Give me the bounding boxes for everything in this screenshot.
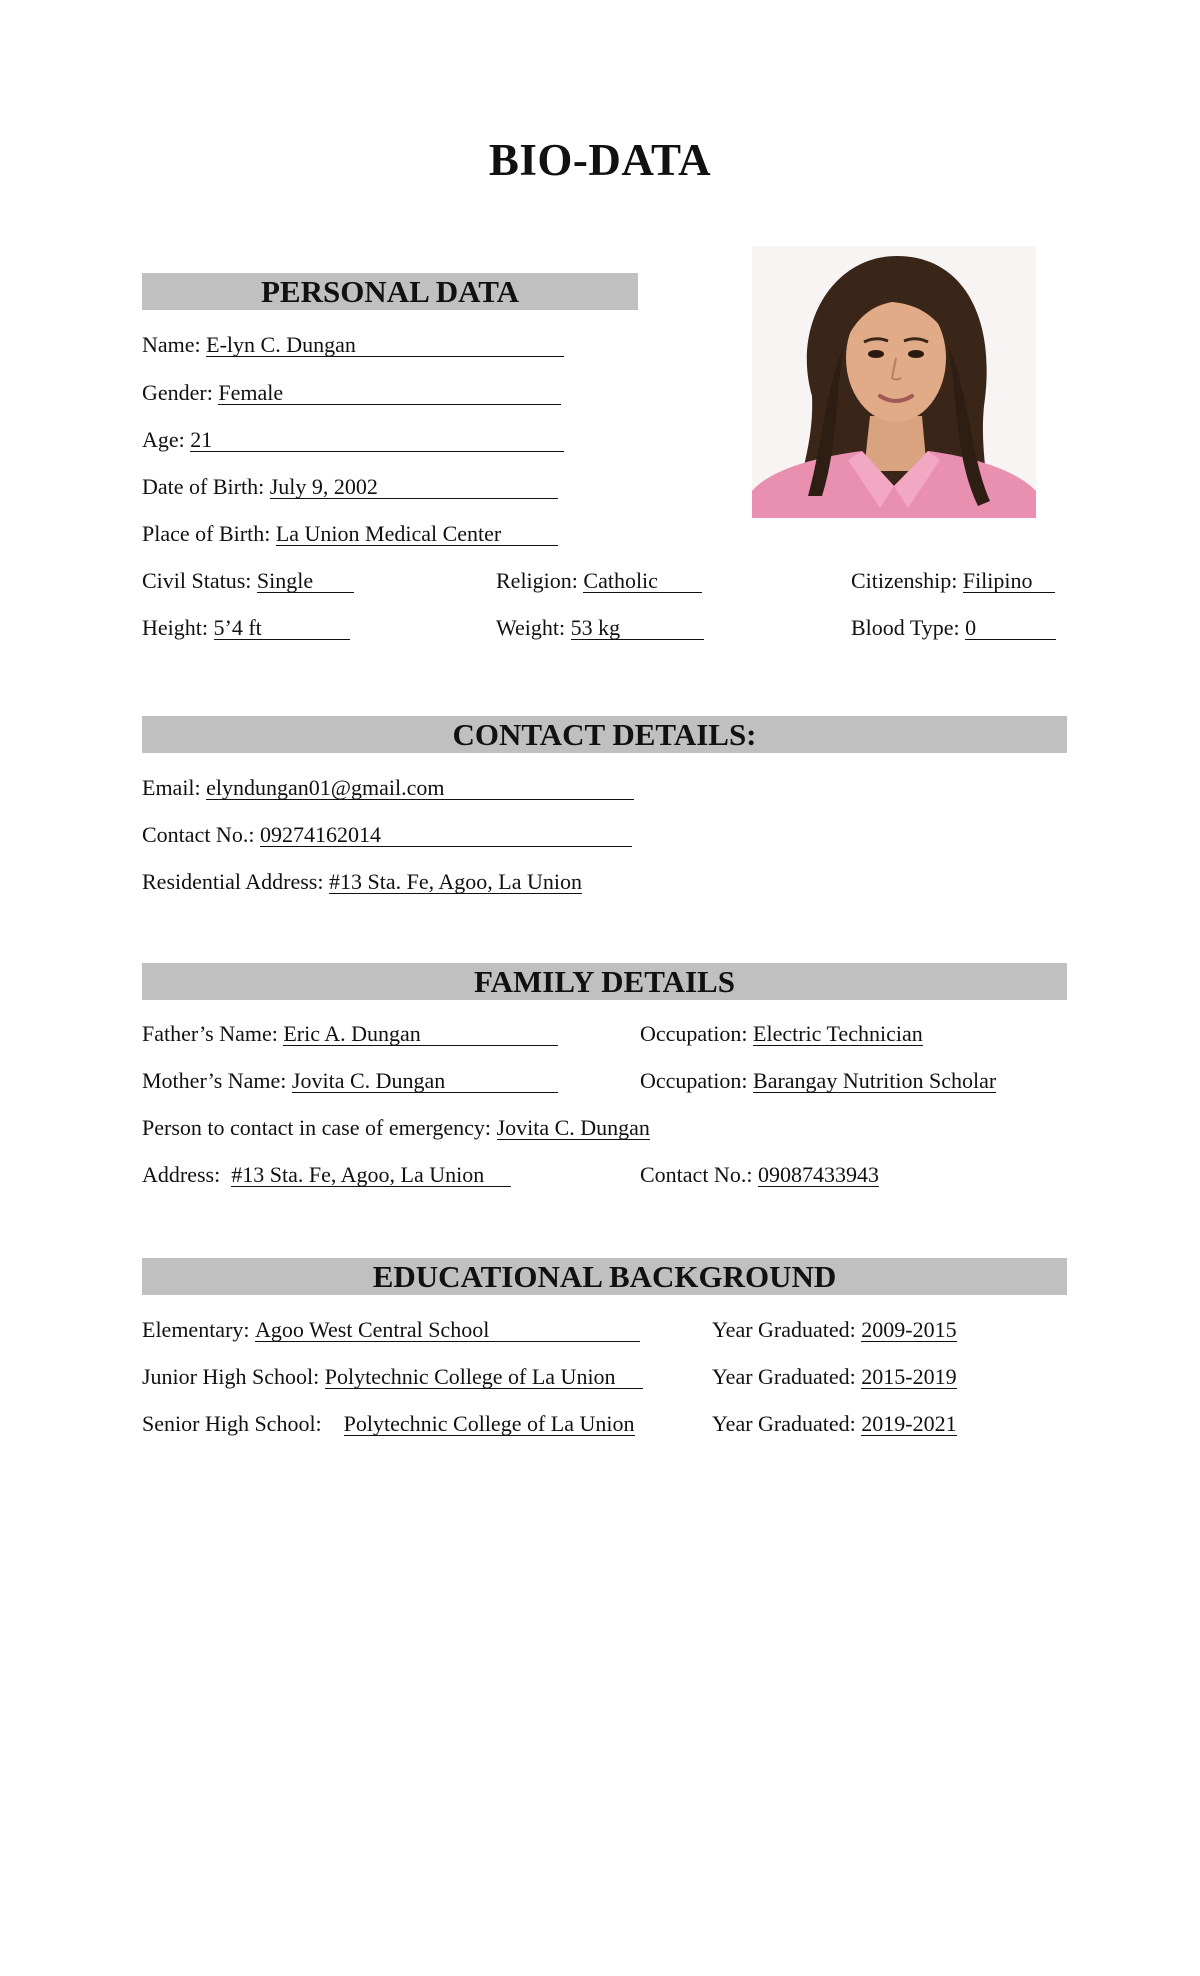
weight-label: Weight: [496,615,566,640]
civil-status-value: Single [257,570,354,593]
page-title: BIO-DATA [488,135,712,185]
name-label: Name: [142,332,201,357]
family-address-label: Address: [142,1162,221,1187]
elementary-year-value: 2009-2015 [861,1317,957,1342]
height-value: 5’4 ft [214,617,350,640]
gender-value: Female [218,382,561,405]
age-row [142,427,564,453]
citizenship-value: Filipino [963,570,1055,593]
email-value: elyndungan01@gmail.com [206,777,634,800]
emergency-contact-row [142,1115,650,1141]
email-label: Email: [142,775,201,800]
elementary-year-row [712,1317,957,1343]
emergency-contact-label: Person to contact in case of emergency: [142,1115,492,1140]
portrait-illustration [752,246,1036,518]
name-row [142,332,564,358]
pob-row [142,521,558,547]
weight-value: 53 kg [571,617,704,640]
elementary-row [142,1317,640,1343]
educational-background-header: EDUCATIONAL BACKGROUND [142,1258,1067,1295]
father-name-value: Eric A. Dungan [283,1023,558,1046]
junior-high-year-row [712,1364,957,1390]
pob-label: Place of Birth: [142,521,271,546]
mother-name-value: Jovita C. Dungan [292,1070,558,1093]
weight-row [496,615,704,641]
blood-type-row [851,615,1056,641]
gender-row [142,380,561,406]
junior-high-row [142,1364,643,1390]
family-address-value: #13 Sta. Fe, Agoo, La Union [231,1164,511,1187]
religion-label: Religion: [496,568,578,593]
elementary-value: Agoo West Central School [255,1319,640,1342]
father-occupation-label: Occupation: [640,1021,748,1046]
junior-high-year-label: Year Graduated: [712,1364,856,1389]
father-occupation-row [640,1021,923,1047]
gender-label: Gender: [142,380,213,405]
junior-high-label: Junior High School: [142,1364,320,1389]
residential-address-value: #13 Sta. Fe, Agoo, La Union [328,869,582,894]
senior-high-year-label: Year Graduated: [712,1411,856,1436]
height-label: Height: [142,615,208,640]
profile-photo [752,246,1036,518]
height-row [142,615,350,641]
residential-address-label: Residential Address: [142,869,324,894]
father-occupation-value: Electric Technician [753,1021,923,1046]
email-row [142,775,634,801]
senior-high-label: Senior High School: [142,1411,322,1436]
citizenship-label: Citizenship: [851,568,958,593]
senior-high-year-row [712,1411,957,1437]
personal-data-header: PERSONAL DATA [142,273,638,310]
mother-occupation-label: Occupation: [640,1068,748,1093]
junior-high-value: Polytechnic College of La Union [325,1366,643,1389]
age-label: Age: [142,427,185,452]
contact-details-header: CONTACT DETAILS: [142,716,1067,753]
civil-status-label: Civil Status: [142,568,252,593]
citizenship-row [851,568,1055,594]
family-address-row [142,1162,511,1188]
junior-high-year-value: 2015-2019 [861,1364,957,1389]
family-details-header: FAMILY DETAILS [142,963,1067,1000]
religion-value: Catholic [583,570,702,593]
name-value: E-lyn C. Dungan [206,334,564,357]
mother-occupation-value: Barangay Nutrition Scholar [753,1068,997,1093]
dob-row [142,474,558,500]
elementary-year-label: Year Graduated: [712,1317,856,1342]
senior-high-year-value: 2019-2021 [861,1411,957,1436]
age-value: 21 [190,429,564,452]
senior-high-row [142,1411,635,1437]
father-name-row [142,1021,558,1047]
blood-type-value: 0 [965,617,1056,640]
elementary-label: Elementary: [142,1317,250,1342]
residential-address-row [142,869,582,895]
dob-value: July 9, 2002 [270,476,558,499]
religion-row [496,568,702,594]
civil-status-row [142,568,354,594]
father-name-label: Father’s Name: [142,1021,278,1046]
dob-label: Date of Birth: [142,474,265,499]
pob-value: La Union Medical Center [276,523,558,546]
family-contact-row [640,1162,879,1188]
senior-high-value: Polytechnic College of La Union [343,1411,635,1436]
contact-number-label: Contact No.: [142,822,255,847]
family-contact-value: 09087433943 [757,1162,879,1187]
contact-number-value: 09274162014 [260,824,632,847]
family-contact-label: Contact No.: [640,1162,753,1187]
contact-number-row [142,822,632,848]
mother-name-label: Mother’s Name: [142,1068,287,1093]
emergency-contact-value: Jovita C. Dungan [496,1115,650,1140]
blood-type-label: Blood Type: [851,615,960,640]
mother-occupation-row [640,1068,996,1094]
mother-name-row [142,1068,558,1094]
